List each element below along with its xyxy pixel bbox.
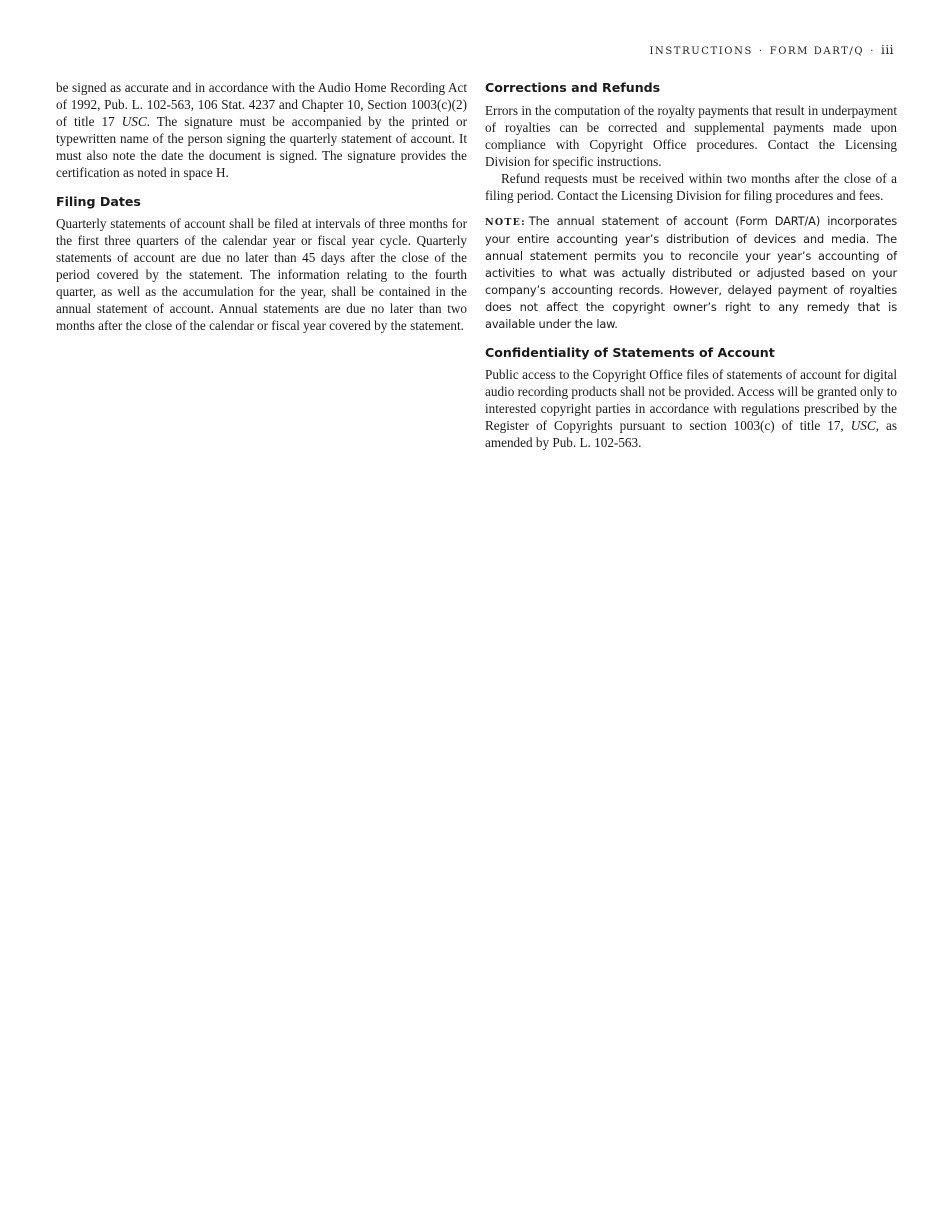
note-text: The annual statement of account (Form DART/A) incorporates your entire accounting year’s distribution of devices and media. The annual statement permits you to reconcile your year’s accounting of activities to what was actually distributed or adjusted based on your company’s accounting records. However, delayed payment of royalties does not affect the copyright owner’s right to any remedy that is available under the law. <box>485 214 897 331</box>
confidentiality-text-italic: USC <box>850 418 876 433</box>
confidentiality-text-part1: Public access to the Copyright Office files of statements of account for digital audio recording products shall not be provided. Access will be granted only to interested copyright parties in accordance with regulations prescribed by the Register of Copyrights pursuant to section 1003(c) of title 17, <box>485 367 898 433</box>
filing-dates-paragraph: Quarterly statements of account shall be filed at intervals of three months for the first three quarters of the calendar year or fiscal year cycle. Quarterly statements of account are due no later than 45 days after the close of the period covered by the statement. The information relating to the fourth quarter, as well as the accumulation for the year, shall be contained in the annual statement of account. Annual statements are due no later than two months after the close of the calendar or fiscal year covered by the statement. <box>56 216 467 333</box>
note-label: NOTE: <box>485 217 526 228</box>
corrections-paragraph-2: Refund requests must be received within two months after the close of a filing period. Contact the Licensing Division for filing procedures and fees. <box>485 171 897 203</box>
header-separator-2: · <box>870 46 875 57</box>
running-header <box>649 43 894 57</box>
header-section: INSTRUCTIONS <box>649 46 753 57</box>
signature-text-part2: . The signature must be accompanied by the printed or typewritten name of the person signing the quarterly statement of account. It must also note the date the document is signed. The signature provides the certification as noted in space H. <box>56 114 467 180</box>
signature-text-part1: be signed as accurate and in accordance with the Audio Home Recording Act of 1992, Pub. L. 102-563, 106 Stat. 4237 and Chapter 10, Section 1003(c)(2) of title 17 <box>56 80 467 129</box>
signature-text-italic: USC <box>121 114 147 129</box>
confidentiality-heading: Confidentiality of Statements of Account <box>485 345 775 360</box>
right-column <box>485 79 897 451</box>
header-separator: · <box>758 46 764 57</box>
corrections-paragraph-1: Errors in the computation of the royalty payments that result in underpayment of royalties can be corrected and supplemental payments made upon compliance with Copyright Office procedures. Contact the Licensing Division for specific instructions. <box>485 103 897 169</box>
confidentiality-text-part2: , as amended by Pub. L. 102-563. <box>485 418 897 450</box>
confidentiality-paragraph <box>485 366 897 451</box>
filing-dates-heading: Filing Dates <box>56 194 141 209</box>
header-form: FORM DART/Q <box>769 46 865 57</box>
note-block <box>485 213 897 333</box>
corrections-heading: Corrections and Refunds <box>485 80 661 95</box>
page-number: iii <box>880 43 894 57</box>
signature-paragraph <box>56 79 467 181</box>
left-column <box>56 79 467 334</box>
